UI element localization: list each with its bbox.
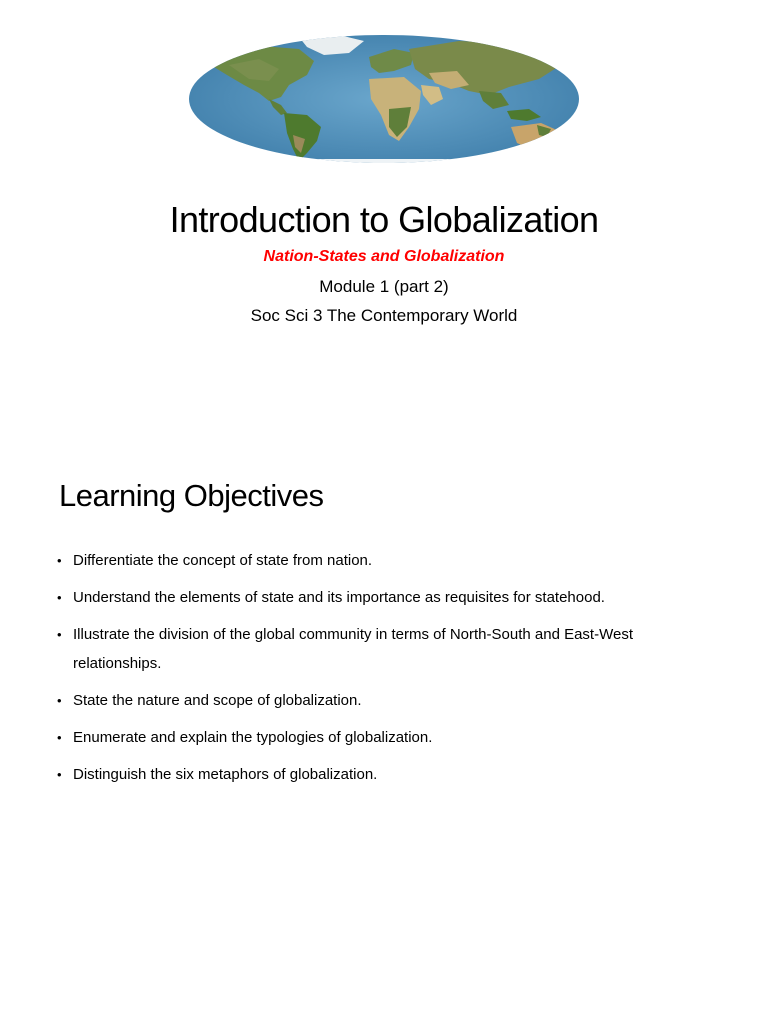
bullet-icon: • bbox=[57, 693, 62, 708]
objective-item bbox=[57, 546, 717, 575]
bullet-icon: • bbox=[57, 767, 62, 782]
objective-item bbox=[57, 760, 717, 789]
objective-item bbox=[57, 583, 717, 612]
presentation-subtitle: Nation-States and Globalization bbox=[263, 248, 505, 265]
module-label: Module 1 (part 2) bbox=[319, 277, 449, 296]
objective-text: Understand the elements of state and its importance as requisites for statehood. bbox=[73, 589, 605, 606]
bullet-icon: • bbox=[57, 590, 62, 605]
objective-text: State the nature and scope of globalization. bbox=[73, 692, 362, 709]
bullet-icon: • bbox=[57, 730, 62, 745]
presentation-title: Introduction to Globalization bbox=[169, 199, 599, 240]
course-label: Soc Sci 3 The Contemporary World bbox=[250, 306, 518, 325]
world-map-image bbox=[189, 35, 579, 163]
objectives-heading: Learning Objectives bbox=[59, 478, 324, 513]
objective-item bbox=[57, 686, 717, 715]
objective-text: Enumerate and explain the typologies of globalization. bbox=[73, 729, 433, 746]
objective-item bbox=[57, 620, 717, 678]
bullet-icon: • bbox=[57, 553, 62, 568]
title-slide bbox=[0, 0, 768, 432]
objective-item bbox=[57, 723, 717, 752]
objective-text: Illustrate the division of the global community in terms of North-South and East-West relationships. bbox=[73, 626, 633, 672]
bullet-icon: • bbox=[57, 627, 62, 642]
objectives-slide bbox=[0, 432, 768, 864]
objective-text: Distinguish the six metaphors of globalization. bbox=[73, 766, 378, 783]
objectives-list bbox=[57, 546, 717, 797]
objective-text: Differentiate the concept of state from nation. bbox=[73, 552, 373, 569]
